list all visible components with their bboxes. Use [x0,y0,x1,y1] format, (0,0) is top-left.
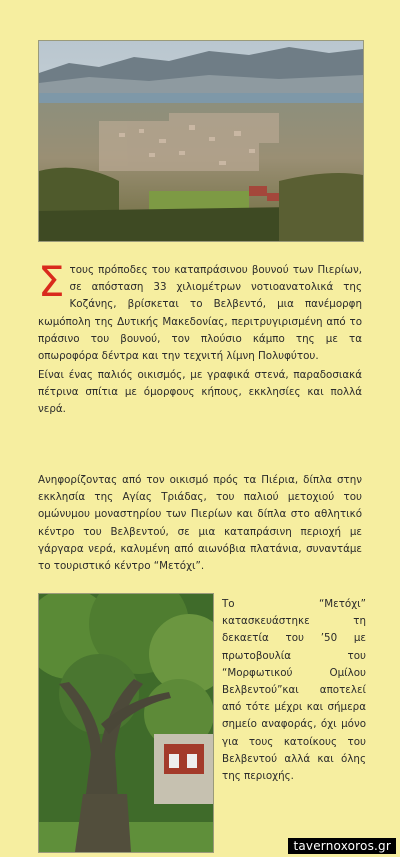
plane-tree-photo [38,593,214,853]
town-landscape-photo [38,40,364,242]
drop-cap: Σ [38,257,65,306]
metochi-location-paragraph: Ανηφορίζοντας από τον οικισμό πρός τα Πιέρια, δίπλα στην εκκλησία της Αγίας Τριάδας, του παλιού μετοχιού του ομώνυμου μοναστηρίου των Πιερίων και δίπλα στο αθλητικό κέντρο του Βελβεντού, σε μια καταπράσινη περιοχή με γάργαρα νερά, καλυμένη από αιωνόβια πλατάνια, συναντάμε το τουριστικό κέντρο “Μετόχι”. [38,474,362,573]
website-watermark: tavernoxoros.gr [288,838,396,854]
intro-text: τους πρόποδες του καταπράσινου βουνού των Πιερίων, σε απόσταση 33 χιλιομέτρων νοτιοανατολικά της Κοζάνης, βρίσκεται το Βελβεντό, μια πανέμορφη κωμόπολη της Δυτικής Μακεδονίας, περιτρυγιρισμένη από το πράσινο του βουνού, τον πλούσιο κάμπο της με τα οπωροφόρα δέντρα και την τεχνιτή λίμνη Πολυφύτου. [38,264,362,363]
village-paragraph: Είναι ένας παλιός οικισμός, με γραφικά στενά, παραδοσιακά πέτρινα σπίτια με όμορφους κήπους, εκκλησίες και πολλά νερά. [38,369,362,416]
metochi-history-paragraph: Το “Μετόχι” κατασκευάστηκε τη δεκαετία του ’50 με πρωτοβουλία του “Μορφωτικού Ομίλου Βελβεντού”και αποτελεί από τότε μέχρι και σήμερα σημείο αναφοράς, όχι μόνο για τους κατοίκους του Βελβεντού αλλά και όλης της περιοχής. [222,598,366,783]
intro-paragraph [38,257,362,365]
